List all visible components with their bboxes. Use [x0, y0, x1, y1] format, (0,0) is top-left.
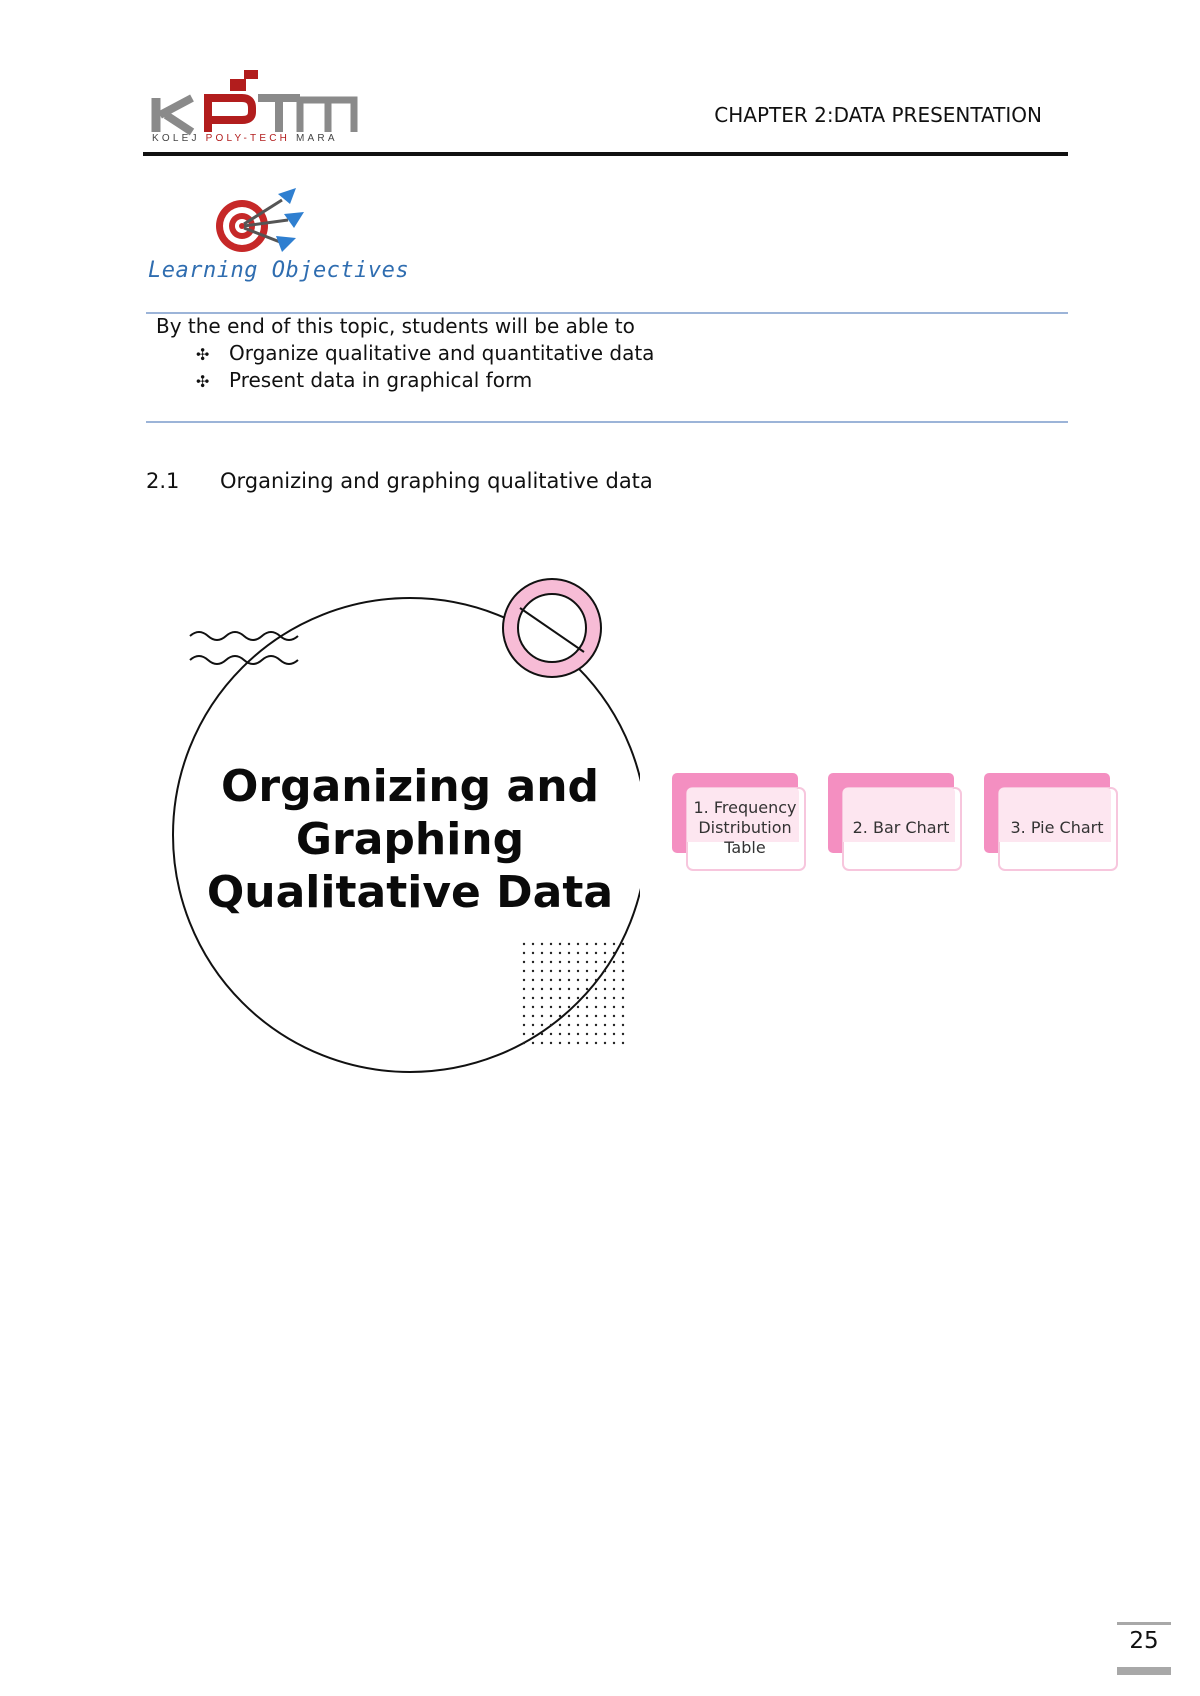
section-title: Organizing and graphing qualitative data: [220, 469, 653, 493]
bullet-icon: ✣: [196, 372, 210, 391]
target-darts-icon: [212, 184, 308, 256]
dot-grid-decoration: [523, 943, 624, 1044]
card-bar-chart: 2. Bar Chart: [828, 773, 958, 868]
header-divider: [143, 152, 1068, 156]
chapter-title: CHAPTER 2:DATA PRESENTATION: [714, 103, 1042, 127]
learning-objectives-title: Learning Objectives: [148, 258, 410, 283]
ring-decoration: [503, 579, 601, 677]
section-heading: [146, 469, 653, 493]
logo-subtitle: KOLEJ POLY-TECH MARA: [152, 133, 338, 144]
objectives-list: [196, 340, 654, 394]
card-frequency-distribution-table: 1. Frequency Distribution Table: [672, 773, 802, 868]
list-item: ✣ Present data in graphical form: [196, 367, 654, 394]
page-number-box: [1117, 1622, 1171, 1674]
wave-decoration: [190, 632, 298, 664]
circle-title: Organizing and Graphing Qualitative Data: [206, 761, 614, 918]
objectives-intro: By the end of this topic, students will be able to: [156, 314, 635, 338]
section-number: 2.1: [146, 469, 180, 493]
page-number: 25: [1129, 1628, 1159, 1654]
bullet-icon: ✣: [196, 345, 210, 364]
objectives-bottom-rule: [146, 421, 1068, 423]
card-pie-chart: 3. Pie Chart: [984, 773, 1114, 868]
list-item: ✣ Organize qualitative and quantitative data: [196, 340, 654, 367]
